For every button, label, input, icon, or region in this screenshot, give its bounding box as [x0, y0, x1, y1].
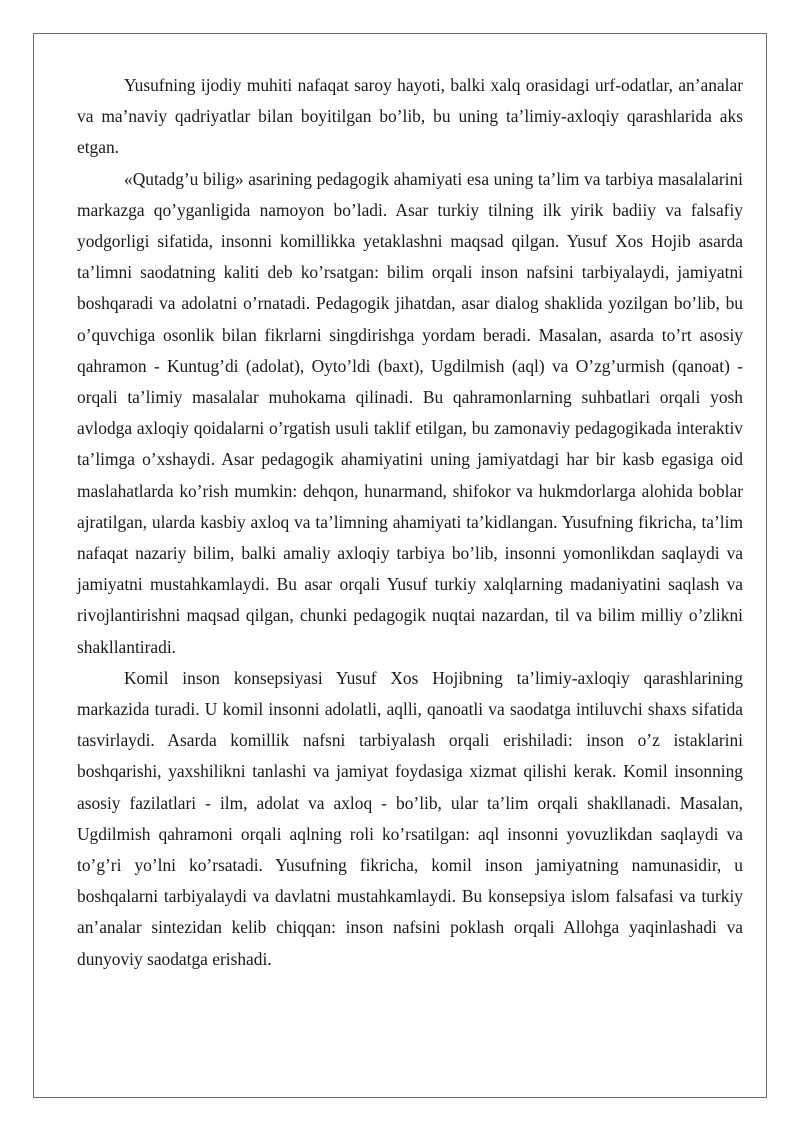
paragraph-yusuf-creative-environment: Yusufning ijodiy muhiti nafaqat saroy hayoti, balki xalq orasidagi urf-odatlar, an’analar va ma’naviy qadriyatlar bilan boyitilgan bo’lib, bu uning ta’limiy-axloqiy qarashlarida aks etgan.: [77, 75, 743, 158]
paragraph-perfect-human-concept: Komil inson konsepsiyasi Yusuf Xos Hojibning ta’limiy-axloqiy qarashlarining markazida turadi. U komil insonni adolatli, aqlli, qanoatli va saodatga intiluvchi shaxs sifatida tasvirlaydi. Asarda komillik nafsni tarbiyalash orqali erishiladi: inson o’z istaklarini boshqarishi, yaxshilikni tanlashi va jamiyat foydasiga xizmat qilishi kerak. Komil insonning asosiy fazilatlari - ilm, adolat va axloq - bo’lib, ular ta’lim orqali shakllanadi. Masalan, Ugdilmish qahramoni orqali aqlning roli ko’rsatilgan: aql insonni yovuzlikdan saqlaydi va to’g’ri yo’lni ko’rsatadi. Yusufning fikricha, komil inson jamiyatning namunasidir, u boshqalarni tarbiyalaydi va davlatni mustahkamlaydi. Bu konsepsiya islom falsafasi va turkiy an’analar sintezidan kelib chiqqan: inson nafsini poklash orqali Allohga yaqinlashadi va dunyoviy saodatga erishadi.: [77, 667, 743, 969]
paragraph-qutadgu-bilig-pedagogy: «Qutadg’u bilig» asarining pedagogik ahamiyati esa uning ta’lim va tarbiya masalalarini markazga qo’yganligida namoyon bo’ladi. Asar turkiy tilning ilk yirik badiiy va falsafiy yodgorligi sifatida, insonni komillikka yetaklashni maqsad qilgan. Yusuf Xos Hojib asarda ta’limni saodatning kaliti deb ko’rsatgan: bilim orqali inson nafsini tarbiyalaydi, jamiyatni boshqaradi va adolatni o’rnatadi. Pedagogik jihatdan, asar dialog shaklida yozilgan bo’lib, bu o’quvchiga osonlik bilan fikrlarni singdirishga yordam beradi. Masalan, asarda to’rt asosiy qahramon - Kuntug’di (adolat), Oyto’ldi (baxt), Ugdilmish (aql) va O’zg’urmish (qanoat) - orqali ta’limiy masalalar muhokama qilinadi. Bu qahramonlarning suhbatlari orqali yosh avlodga axloqiy qoidalarni o’rgatish usuli taklif etilgan, bu zamonaviy pedagogikada interaktiv ta’limga o’xshaydi. Asar pedagogik ahamiyatini uning jamiyatdagi har bir kasb egasiga oid maslahatlarda ko’rish mumkin: dehqon, hunarmand, shifokor va hukmdorlarga alohida boblar ajratilgan, ularda kasbiy axloq va ta’limning ahamiyati ta’kidlangan. Yusufning fikricha, ta’lim nafaqat nazariy bilim, balki amaliy axloqiy tarbiya bo’lib, insonni yomonlikdan saqlaydi va jamiyatni mustahkamlaydi. Bu asar orqali Yusuf turkiy xalqlarning madaniyatini saqlash va rivojlantirishni maqsad qilgan, chunki pedagogik nuqtai nazardan, til va bilim milliy o’zlikni shakllantiradi.: [77, 168, 743, 657]
document-body: [77, 70, 743, 975]
